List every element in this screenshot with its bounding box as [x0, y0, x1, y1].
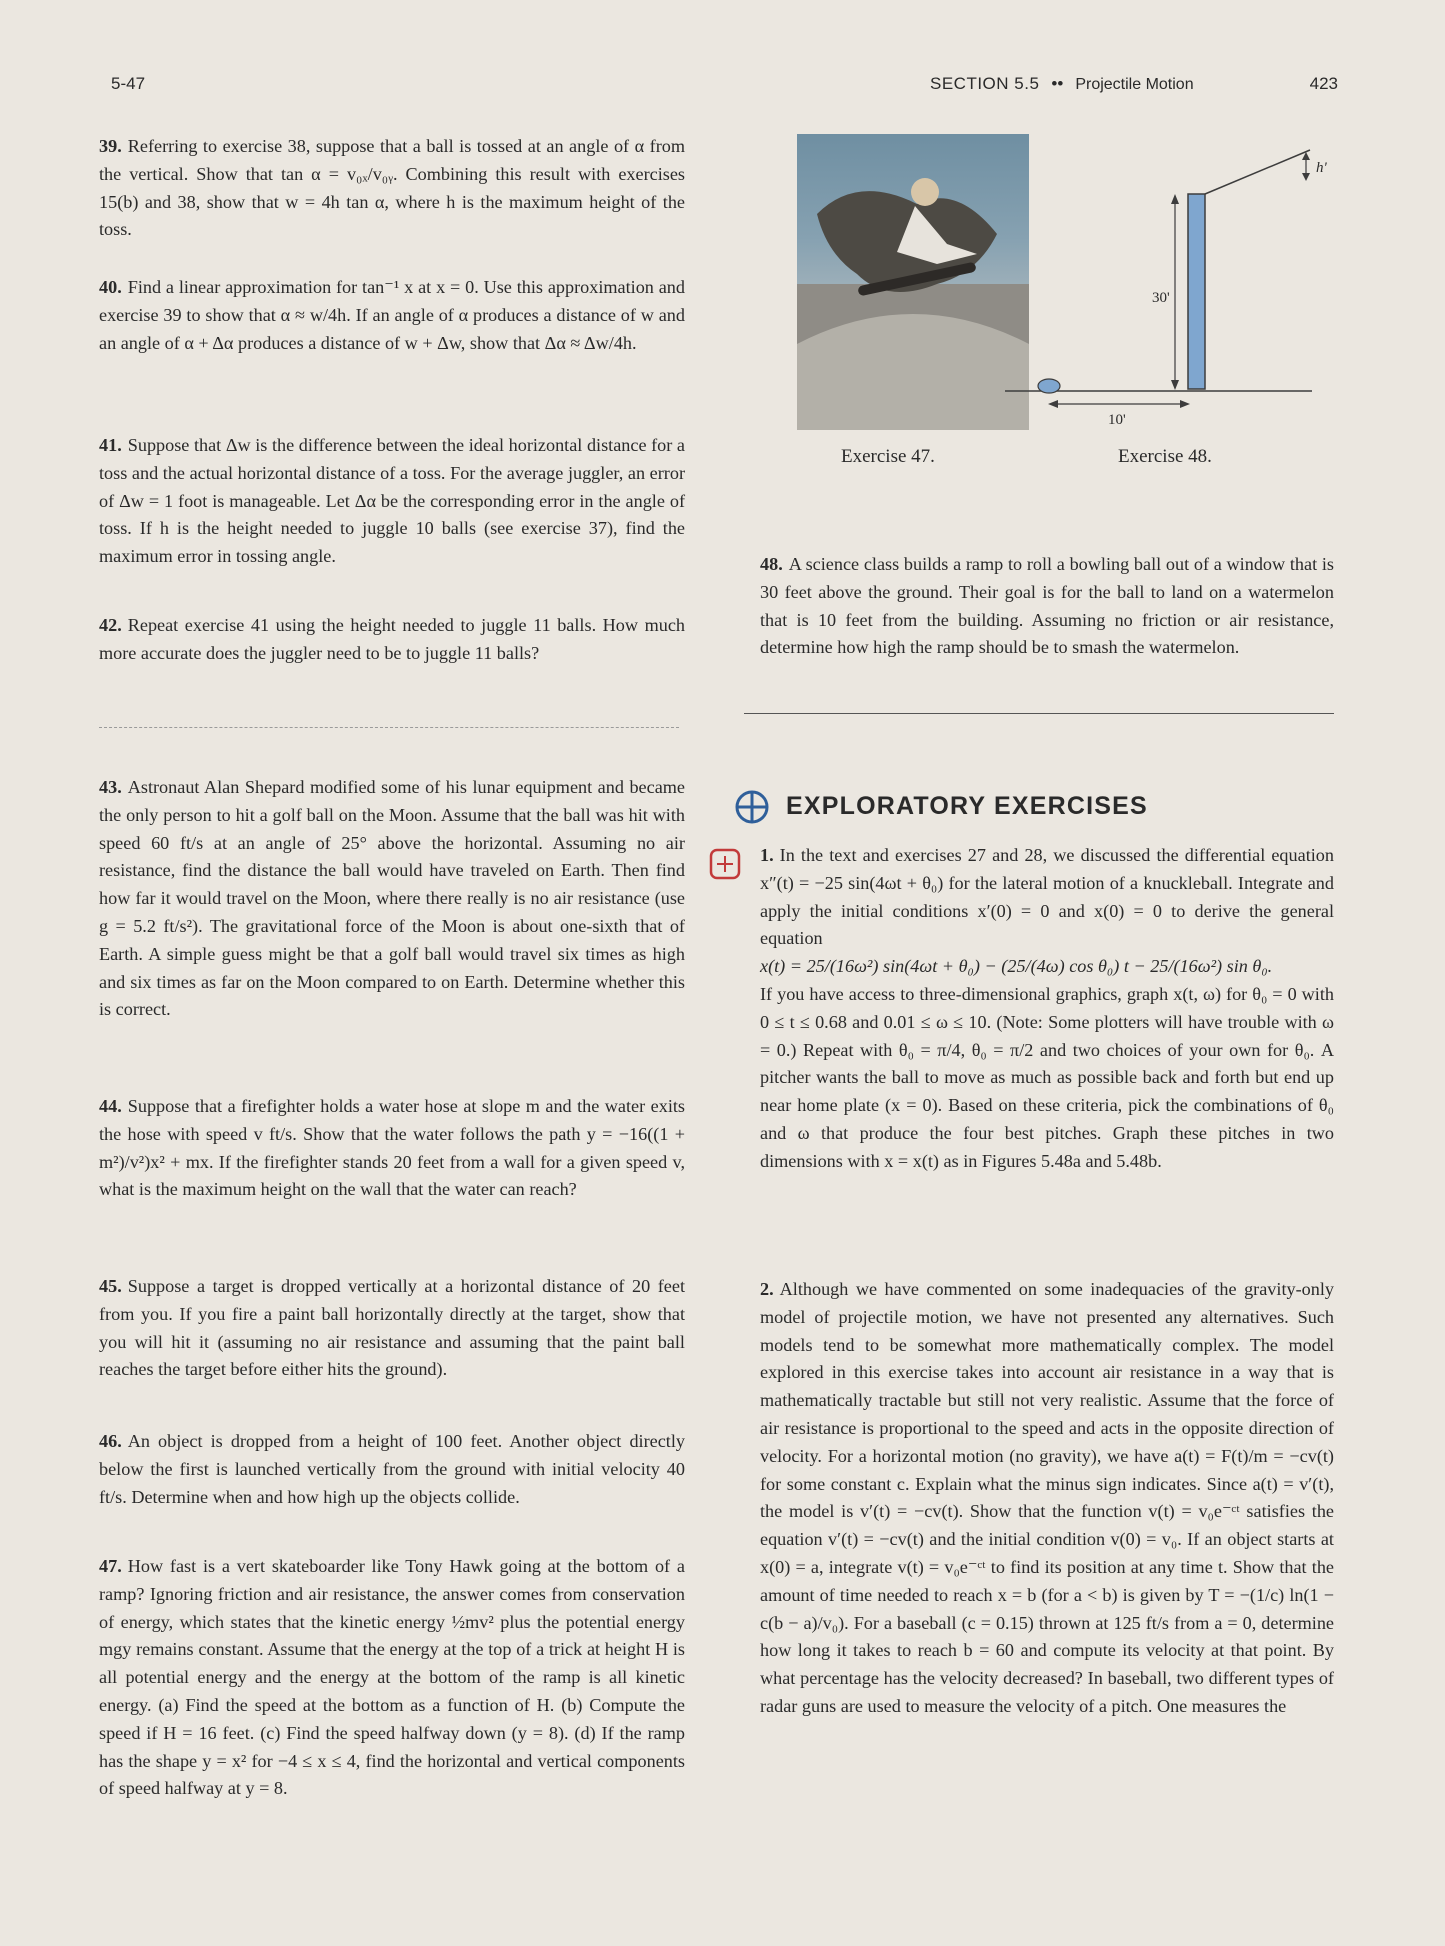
figure-caption-48: Exercise 48. — [1118, 446, 1212, 467]
exercise-text: Suppose that Δw is the difference between the ideal horizontal distance for a toss and the actual horizontal distance of a toss. For the average juggler, an error of Δw = 1 foot is manageable. Let Δα be the corresponding error in the angle of toss. If h is the height needed to juggle 10 balls (see exercise 37), find the maximum error in tossing angle. — [99, 435, 685, 567]
exercise-text: Referring to exercise 38, suppose that a ball is tossed at an angle of α from the vertical. Show that tan α = v₀ₓ/v₀ᵧ. Combining this result with exercises 15(b) and 38, show that w = 4h tan α, where h is the maximum height of the toss. — [99, 136, 685, 240]
exercise-text: Repeat exercise 41 using the height needed to juggle 11 balls. How much more accurate does the juggler need to be to juggle 11 balls? — [99, 615, 685, 663]
exercise-47 — [99, 1553, 685, 1803]
exercise-41 — [99, 432, 685, 571]
ramp-line — [1205, 150, 1310, 194]
exercise-39 — [99, 133, 685, 244]
exercise-number: 45. — [99, 1276, 122, 1296]
exploratory-exercise-1 — [760, 842, 1334, 1176]
section-topic: Projectile Motion — [1075, 76, 1194, 93]
exercise-number: 40. — [99, 277, 122, 297]
exercise-text: A science class builds a ramp to roll a bowling ball out of a window that is 30 feet above the ground. Their goal is for the ball to land on a watermelon that is 10 feet from the building. Assuming no friction or air resistance, determine how high the ramp should be to smash the watermelon. — [760, 554, 1334, 658]
exercise-text: Find a linear approximation for tan⁻¹ x at x = 0. Use this approximation and exercise 39 to show that α ≈ w/4h. If an angle of α produces a distance of w and an angle of α + Δα produces a distance of w + Δw, show that Δα ≈ Δw/4h. — [99, 277, 685, 353]
skateboarder-photo — [797, 134, 1029, 430]
section-label: SECTION 5.5 — [930, 74, 1040, 93]
exercise-40 — [99, 274, 685, 357]
exercise-48 — [760, 551, 1334, 662]
technology-icon — [709, 848, 741, 880]
exercise-number: 41. — [99, 435, 122, 455]
exploratory-crosshair-icon — [734, 789, 770, 825]
exploratory-title: EXPLORATORY EXERCISES — [786, 792, 1148, 820]
ramp-height-label: h' — [1316, 160, 1327, 176]
exercise-43 — [99, 774, 685, 1024]
building-shape — [1188, 194, 1205, 389]
exercise-text: How fast is a vert skateboarder like Tony Hawk going at the bottom of a ramp? Ignoring friction and air resistance, the answer comes from conservation of energy, which states that the kinetic energy ½mv² plus the potential energy mgy remains constant. Assume that the energy at the top of a trick at height H is all potential energy and the energy at the bottom of the ramp is all kinetic energy. (a) Find the speed at the bottom as a function of H. (b) Compute the speed if H = 16 feet. (c) Find the speed halfway down (y = 8). (d) If the ramp has the shape y = x² for −4 ≤ x ≤ 4, find the horizontal and vertical components of speed halfway at y = 8. — [99, 1556, 685, 1799]
knuckleball-equation: x(t) = 25/(16ω²) sin(4ωt + θ₀) − (25/(4ω) cos θ₀) t − 25/(16ω²) sin θ₀. — [760, 956, 1273, 977]
exercise-text: Astronaut Alan Shepard modified some of his lunar equipment and became the only person to hit a golf ball on the Moon. Assume that the ball was hit with speed 60 ft/s at an angle of 25° above the horizontal. Assuming no air resistance, find the distance the ball would have traveled on Earth. Then find how far it would travel on the Moon, where there really is no air resistance (use g = 5.2 ft/s²). The gravitational force of the Moon is about one-sixth that of Earth. A simple guess might be that a golf ball would travel six times as high and six times as far on the Moon compared to on Earth. Determine whether this is correct. — [99, 777, 685, 1020]
height-label: 30' — [1152, 290, 1170, 306]
exercise-number: 1. — [760, 845, 774, 865]
exercise-number: 42. — [99, 615, 122, 635]
exercise-42 — [99, 612, 685, 668]
exercise-text: Suppose a target is dropped vertically at a horizontal distance of 20 feet from you. If you fire a paint ball horizontally directly at the target, show that you will hit it (assuming no air resistance and assuming that the paint ball reaches the target before either hits the ground). — [99, 1276, 685, 1380]
exercise-number: 46. — [99, 1431, 122, 1451]
exploratory-exercise-2 — [760, 1276, 1334, 1721]
exercise-text: Suppose that a firefighter holds a water hose at slope m and the water exits the hose with speed v ft/s. Show that the water follows the path y = −16((1 + m²)/v²)x² + mx. If the firefighter stands 20 feet from a wall for a given speed v, what is the maximum height on the wall that the water can reach? — [99, 1096, 685, 1200]
exercise-number: 43. — [99, 777, 122, 797]
figure-caption-47: Exercise 47. — [841, 446, 935, 467]
watermelon-shape — [1038, 379, 1060, 393]
header-separator: •• — [1051, 74, 1064, 93]
exercise-text-continued: If you have access to three-dimensional graphics, graph x(t, ω) for θ₀ = 0 with 0 ≤ t ≤ 0.68 and 0.01 ≤ ω ≤ 10. (Note: Some plotters will have trouble with ω = 0.) Repeat with θ₀ = π/4, θ₀ = π/2 and two choices of your own for θ₀. A pitcher wants the ball to move as much as possible back and forth but end up near home plate (x = 0). Based on these criteria, pick the combinations of θ₀ and ω that produce the four best pitches. Graph these pitches in two dimensions with x = x(t) as in Figures 5.48a and 5.48b. — [760, 983, 1334, 1171]
page-code: 5-47 — [111, 74, 146, 93]
skateboarder-illustration — [797, 134, 1029, 430]
distance-label: 10' — [1108, 412, 1126, 428]
exercise-number: 39. — [99, 136, 122, 156]
ramp-diagram — [1000, 134, 1340, 434]
exercise-text: Although we have commented on some inadequacies of the gravity-only model of projectile motion, we have not presented any alternatives. Such models tend to be somewhat more mathematically complex. The model explored in this exercise takes into account air resistance in a way that is mathematically tractable but still not very realistic. Assume that the force of air resistance is proportional to the speed and acts in the opposite direction of velocity. For a horizontal motion (no gravity), we have a(t) = F(t)/m = −cv(t) for some constant c. Explain what the minus sign indicates. Since a(t) = v′(t), the model is v′(t) = −cv(t). Show that the function v(t) = v₀e⁻ᶜᵗ satisfies the equation v′(t) = −cv(t) and the initial condition v(0) = v₀. If an object starts at x(0) = a, integrate v(t) = v₀e⁻ᶜᵗ to find its position at any time t. Show that the amount of time needed to reach x = b (for a < b) is given by T = −(1/c) ln(1 − c(b − a)/v₀). — [760, 1279, 1334, 1633]
exercise-number: 2. — [760, 1279, 774, 1299]
exercise-text-continued: For a baseball (c = 0.15) thrown at 125 ft/s from a = 0, determine how long it takes to reach b = 60 and compute its velocity at that point. By what percentage has the velocity decreased? In baseball, two different types of radar guns are used to measure the velocity of a pitch. One measures the — [760, 1612, 1334, 1716]
exercise-46 — [99, 1428, 685, 1511]
section-rule — [744, 713, 1334, 714]
exercise-44 — [99, 1093, 685, 1204]
exercise-number: 47. — [99, 1556, 122, 1576]
exercise-number: 48. — [760, 554, 783, 574]
running-header — [930, 74, 1338, 94]
exercise-text: An object is dropped from a height of 100 feet. Another object directly below the first is launched vertically from the ground with initial velocity 40 ft/s. Determine when and how high up the objects collide. — [99, 1431, 685, 1507]
section-divider — [99, 727, 679, 728]
exercise-45 — [99, 1273, 685, 1384]
exercise-number: 44. — [99, 1096, 122, 1116]
page-number: 423 — [1309, 74, 1338, 93]
exercise-text: In the text and exercises 27 and 28, we discussed the differential equation x″(t) = −25 sin(4ωt + θ₀) for the lateral motion of a knuckleball. Integrate and apply the initial conditions x′(0) = 0 and x(0) = 0 to derive the general equation — [760, 845, 1334, 949]
